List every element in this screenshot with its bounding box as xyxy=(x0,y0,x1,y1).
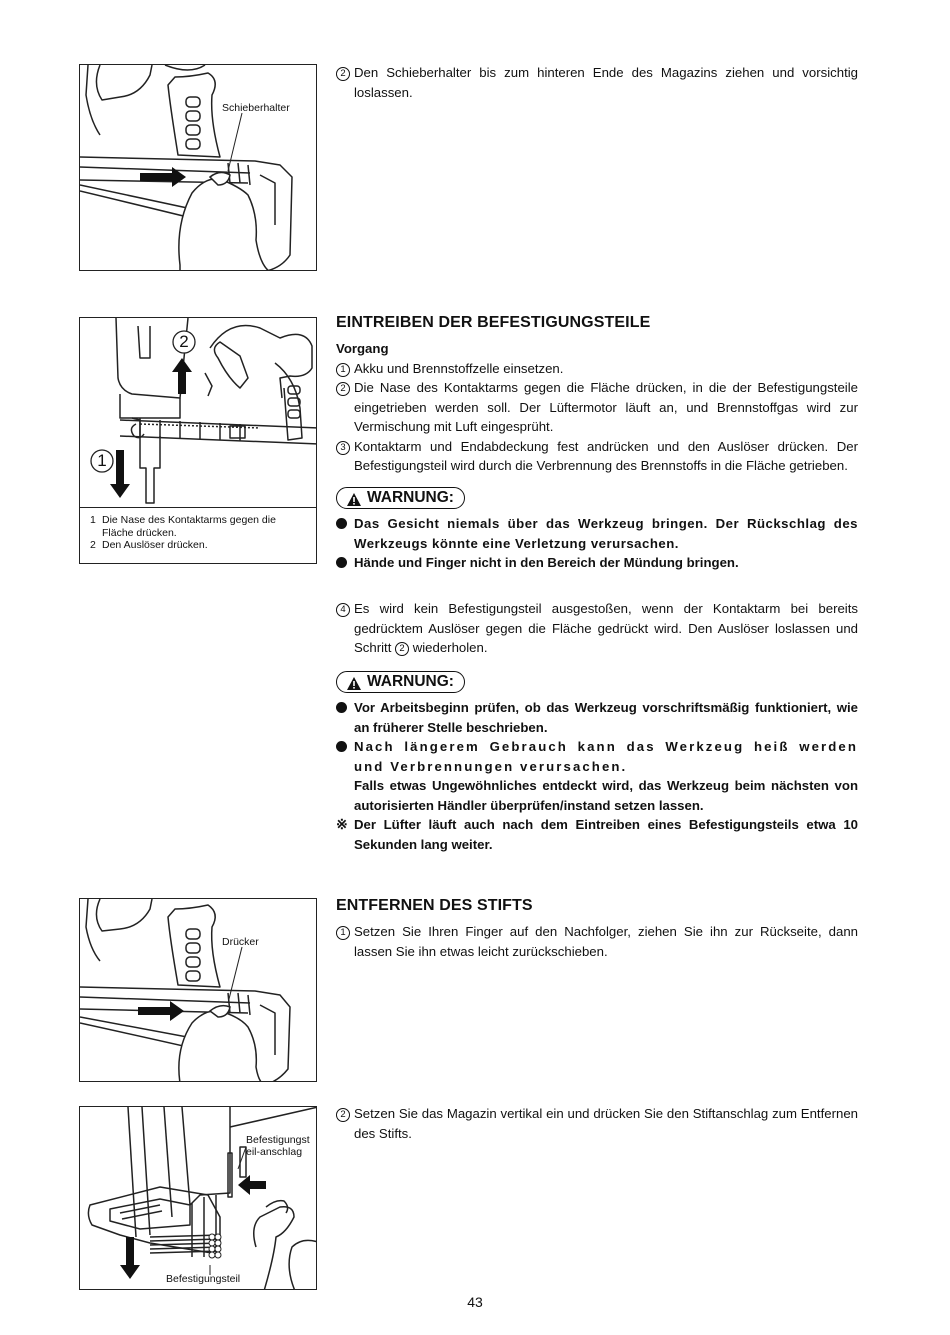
step-number-badge: 2 xyxy=(336,1108,350,1122)
step-text-part: wiederholen. xyxy=(412,640,488,655)
step-number-badge: 2 xyxy=(336,67,350,81)
section-title-driving: EINTREIBEN DER BEFESTIGUNGSTEILE xyxy=(336,314,651,331)
step-text: Den Schieberhalter bis zum hinteren Ende des Magazins ziehen und vorsichtig loslassen. xyxy=(354,65,858,100)
removal-step2 xyxy=(336,1104,858,1143)
warning-triangle-icon xyxy=(347,677,361,690)
warning-text-line: Falls etwas Ungewöhnliches entdeckt wird, das Werkzeug beim nächsten von autorisierten Händler überprüfen/instand setzen lassen. xyxy=(354,778,858,813)
step-text-part: Es wird kein Befestigungsteil ausgestoßen, wenn der Kontaktarm bei bereits gedrücktem Auslöser gegen die Fläche gedrückt wird. Den Auslöser loslassen und Schritt xyxy=(354,601,858,655)
step-text: Die Nase des Kontaktarms gegen die Fläche drücken, in die der Befestigungsteile eingetrieben werden soll. Der Lüftermotor läuft an, und Brennstoffgas wird zur Vermischung mit Luft eingesprüht. xyxy=(354,380,858,434)
step-ref-badge: 2 xyxy=(395,642,409,656)
pusher-illustration xyxy=(80,899,317,1082)
warning-block-1 xyxy=(336,487,858,573)
warning-text: Hände und Finger nicht in den Bereich der Mündung bringen. xyxy=(354,555,739,570)
procedure-step xyxy=(336,359,858,379)
note-item xyxy=(336,815,858,854)
driving-procedure xyxy=(336,339,858,476)
step4-block xyxy=(336,599,858,658)
reference-mark-icon: ※ xyxy=(336,816,348,832)
warning-text xyxy=(354,737,858,815)
figure-fastener-stop xyxy=(79,1106,317,1290)
warning-text: Vor Arbeitsbeginn prüfen, ob das Werkzeug vorschriftsmäßig funktioniert, wie an früherer Stelle beschrieben. xyxy=(354,700,858,735)
driving-illustration xyxy=(80,318,317,508)
figure-pusher xyxy=(79,898,317,1082)
warning-text-line: Nach längerem Gebrauch kann das Werkzeug heiß werden und Verbrennungen verursachen. xyxy=(354,739,858,774)
step2-number-label: 2 xyxy=(179,332,189,351)
step-text: Setzen Sie Ihren Finger auf den Nachfolger, ziehen Sie ihn zur Rückseite, dann lassen Sie ihn etwas leicht zurückschieben. xyxy=(354,924,858,959)
warning-label xyxy=(336,487,465,509)
warning-text: Das Gesicht niemals über das Werkzeug bringen. Der Rückschlag des Werkzeugs könnte eine Verletzung verursachen. xyxy=(354,516,858,551)
bullet-icon xyxy=(336,557,347,568)
section-title-removal: ENTFERNEN DES STIFTS xyxy=(336,897,533,914)
step-number-badge: 1 xyxy=(336,363,350,377)
tool-magazine-illustration xyxy=(80,65,317,271)
step-text: Setzen Sie das Magazin vertikal ein und drücken Sie den Stiftanschlag zum Entfernen des Stifts. xyxy=(354,1106,858,1141)
step-number-badge: 2 xyxy=(336,382,350,396)
warning-item xyxy=(336,514,858,553)
warning-label-text: WARNUNG: xyxy=(367,673,454,691)
step-text: Kontaktarm und Endabdeckung fest andrücken und den Auslöser drücken. Der Befestigungsteil wird durch die Verbrennung des Brennstoffs in die Fläche getrieben. xyxy=(354,438,858,473)
figure-slide-holder xyxy=(79,64,317,271)
bullet-icon xyxy=(336,741,347,752)
warning-block-2 xyxy=(336,671,858,854)
caption-text: Den Auslöser drücken. xyxy=(102,539,208,551)
procedure-step xyxy=(336,378,858,437)
step-text xyxy=(354,599,858,658)
step-number-badge: 3 xyxy=(336,441,350,455)
caption-text: Die Nase des Kontaktarms gegen die Fläche drücken. xyxy=(102,514,276,539)
procedure-subtitle: Vorgang xyxy=(336,341,389,356)
figure-driving-fasteners xyxy=(79,317,317,564)
warning-item xyxy=(336,553,858,573)
step-text: Akku und Brennstoffzelle einsetzen. xyxy=(354,360,564,376)
caption-number: 2 xyxy=(90,539,96,551)
warning-label xyxy=(336,671,465,693)
warning-label-text: WARNUNG: xyxy=(367,489,454,507)
removal-step1 xyxy=(336,922,858,961)
step1-number-label: 1 xyxy=(97,451,107,470)
page-number: 43 xyxy=(467,1294,483,1310)
bullet-icon xyxy=(336,702,347,713)
figure-caption xyxy=(80,507,316,563)
procedure-step xyxy=(336,437,858,476)
slide-holder-callout: Schieberhalter xyxy=(222,102,290,114)
fastener-stop-callout: Befestigungsteil-anschlag xyxy=(246,1134,310,1158)
bullet-icon xyxy=(336,518,347,529)
pusher-callout: Drücker xyxy=(222,936,259,948)
caption-number: 1 xyxy=(90,514,96,526)
warning-triangle-icon xyxy=(347,493,361,506)
note-text: Der Lüfter läuft auch nach dem Eintreiben eines Befestigungsteils etwa 10 Sekunden lang weiter. xyxy=(354,817,858,852)
step-number-badge: 4 xyxy=(336,603,350,617)
warning-item xyxy=(336,698,858,737)
warning-item xyxy=(336,737,858,815)
step-number-badge: 1 xyxy=(336,926,350,940)
slide-holder-step xyxy=(336,63,858,102)
fastener-callout: Befestigungsteil xyxy=(166,1273,241,1285)
